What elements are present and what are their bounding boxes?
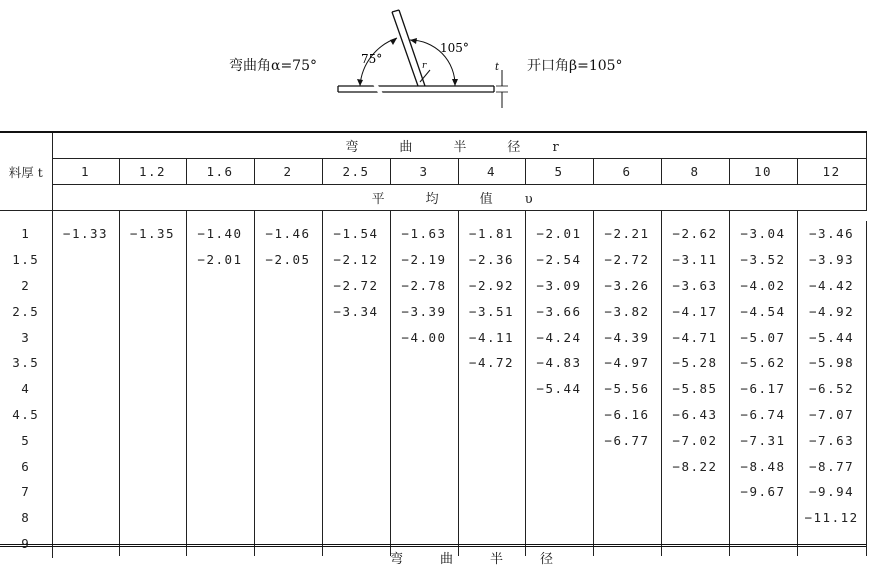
value-cell	[119, 376, 186, 402]
value-cell	[52, 453, 119, 479]
radius-header: 2.5	[322, 159, 390, 185]
thickness-cell: 4.5	[0, 402, 52, 428]
thickness-cell: 4	[0, 376, 52, 402]
value-cell	[322, 324, 390, 350]
value-cell: −4.92	[797, 298, 866, 324]
value-cell	[322, 505, 390, 531]
value-cell	[119, 298, 186, 324]
value-cell	[186, 479, 254, 505]
value-cell	[186, 350, 254, 376]
value-cell	[661, 479, 729, 505]
value-cell: −5.56	[593, 376, 661, 402]
value-cell	[119, 247, 186, 273]
value-cell	[390, 376, 458, 402]
thickness-cell: 2	[0, 273, 52, 299]
value-cell	[52, 402, 119, 428]
value-cell: −7.02	[661, 427, 729, 453]
value-cell	[254, 273, 322, 299]
value-cell: −4.97	[593, 350, 661, 376]
radius-header: 2	[254, 159, 322, 185]
value-cell	[186, 427, 254, 453]
radius-header: 4	[458, 159, 525, 185]
value-cell	[52, 505, 119, 531]
value-cell: −6.16	[593, 402, 661, 428]
value-cell: −2.19	[390, 247, 458, 273]
value-cell: −3.46	[797, 221, 866, 247]
value-cell	[525, 427, 593, 453]
value-cell	[186, 453, 254, 479]
value-cell: −5.98	[797, 350, 866, 376]
value-cell	[254, 376, 322, 402]
value-cell	[52, 324, 119, 350]
value-cell: −3.52	[729, 247, 797, 273]
value-cell: −2.62	[661, 221, 729, 247]
thickness-cell: 3	[0, 324, 52, 350]
thickness-cell: 7	[0, 479, 52, 505]
value-cell	[661, 505, 729, 531]
value-cell	[458, 402, 525, 428]
value-cell: −7.31	[729, 427, 797, 453]
bend-diagram	[0, 0, 869, 130]
value-cell	[458, 376, 525, 402]
value-cell: −2.36	[458, 247, 525, 273]
value-cell: −3.09	[525, 273, 593, 299]
value-cell	[186, 376, 254, 402]
value-cell: −4.02	[729, 273, 797, 299]
thickness-cell: 3.5	[0, 350, 52, 376]
value-cell: −4.00	[390, 324, 458, 350]
value-cell: −2.72	[593, 247, 661, 273]
radius-header: 5	[525, 159, 593, 185]
value-cell	[390, 402, 458, 428]
bend-value-table	[0, 131, 867, 556]
value-cell	[254, 298, 322, 324]
value-cell	[390, 350, 458, 376]
value-cell: −1.63	[390, 221, 458, 247]
value-cell: −6.74	[729, 402, 797, 428]
value-cell: −2.78	[390, 273, 458, 299]
value-cell: −6.43	[661, 402, 729, 428]
value-cell	[186, 402, 254, 428]
value-cell	[119, 273, 186, 299]
radius-header: 10	[729, 159, 797, 185]
value-cell	[254, 427, 322, 453]
thickness-cell: 1.5	[0, 247, 52, 273]
value-cell	[186, 298, 254, 324]
value-cell: −4.17	[661, 298, 729, 324]
value-cell	[52, 427, 119, 453]
value-cell: −1.33	[52, 221, 119, 247]
value-cell: −2.05	[254, 247, 322, 273]
radius-header: 6	[593, 159, 661, 185]
radius-header: 3	[390, 159, 458, 185]
value-cell	[593, 453, 661, 479]
value-cell	[119, 402, 186, 428]
value-cell: −11.12	[797, 505, 866, 531]
value-cell: −7.63	[797, 427, 866, 453]
value-cell: −3.51	[458, 298, 525, 324]
value-cell: −3.63	[661, 273, 729, 299]
value-cell	[119, 453, 186, 479]
radius-header: 1.6	[186, 159, 254, 185]
bottom-divider	[52, 547, 53, 558]
value-cell	[119, 505, 186, 531]
value-cell: −3.39	[390, 298, 458, 324]
value-cell: −5.62	[729, 350, 797, 376]
value-cell	[458, 505, 525, 531]
value-cell: −4.71	[661, 324, 729, 350]
footer-group-header: 弯 曲 半 径	[390, 552, 566, 567]
value-cell: −9.67	[729, 479, 797, 505]
value-cell: −2.01	[186, 247, 254, 273]
value-cell	[458, 427, 525, 453]
radius-header: 12	[797, 159, 866, 185]
value-cell: −5.85	[661, 376, 729, 402]
value-cell: −6.52	[797, 376, 866, 402]
thickness-cell: 2.5	[0, 298, 52, 324]
value-cell	[119, 324, 186, 350]
value-cell	[254, 324, 322, 350]
value-cell	[52, 376, 119, 402]
radius-header: 1	[52, 159, 119, 185]
value-cell: −1.54	[322, 221, 390, 247]
value-cell: −3.04	[729, 221, 797, 247]
radius-text: r	[422, 61, 427, 71]
value-cell	[119, 427, 186, 453]
value-cell	[254, 402, 322, 428]
value-cell: −4.39	[593, 324, 661, 350]
value-cell	[390, 479, 458, 505]
table-row	[0, 479, 866, 505]
value-cell: −3.34	[322, 298, 390, 324]
value-cell	[322, 479, 390, 505]
value-cell	[525, 453, 593, 479]
open-angle-label: 开口角β=105°	[527, 58, 623, 74]
table-row	[0, 427, 866, 453]
value-cell: −4.11	[458, 324, 525, 350]
row-header: 料厚 t	[0, 132, 52, 211]
value-cell: −5.44	[797, 324, 866, 350]
table-row	[0, 376, 866, 402]
value-cell: −8.77	[797, 453, 866, 479]
value-cell	[525, 505, 593, 531]
value-cell	[254, 453, 322, 479]
value-cell	[458, 453, 525, 479]
angle-a-text: 75°	[361, 52, 383, 66]
value-cell	[186, 505, 254, 531]
value-cell	[390, 453, 458, 479]
value-cell	[458, 479, 525, 505]
value-cell: −8.48	[729, 453, 797, 479]
table-row	[0, 298, 866, 324]
value-cell: −3.82	[593, 298, 661, 324]
thickness-cell: 5	[0, 427, 52, 453]
value-cell: −5.28	[661, 350, 729, 376]
radius-header: 8	[661, 159, 729, 185]
value-cell	[322, 402, 390, 428]
table-row	[0, 324, 866, 350]
value-cell: −6.77	[593, 427, 661, 453]
value-cell: −2.21	[593, 221, 661, 247]
value-cell: −2.92	[458, 273, 525, 299]
value-cell	[322, 453, 390, 479]
value-cell	[52, 273, 119, 299]
table-row	[0, 402, 866, 428]
table-row	[0, 247, 866, 273]
value-cell: −5.07	[729, 324, 797, 350]
table-row	[0, 505, 866, 531]
thickness-cell: 9	[0, 531, 52, 557]
value-cell	[254, 505, 322, 531]
value-cell	[322, 376, 390, 402]
group-header: 弯 曲 半 径 r	[52, 132, 866, 159]
value-cell: −1.40	[186, 221, 254, 247]
value-cell	[254, 350, 322, 376]
value-cell: −4.83	[525, 350, 593, 376]
value-cell	[593, 505, 661, 531]
value-cell	[119, 350, 186, 376]
value-cell	[390, 505, 458, 531]
angle-b-text: 105°	[440, 41, 469, 55]
value-cell: −8.22	[661, 453, 729, 479]
value-cell: −4.42	[797, 273, 866, 299]
value-cell	[186, 324, 254, 350]
value-cell: −1.35	[119, 221, 186, 247]
radius-header: 1.2	[119, 159, 186, 185]
value-cell: −9.94	[797, 479, 866, 505]
value-cell	[593, 479, 661, 505]
value-cell: −4.54	[729, 298, 797, 324]
thickness-text: t	[495, 62, 500, 73]
value-cell: −6.17	[729, 376, 797, 402]
thickness-cell: 1	[0, 221, 52, 247]
value-cell	[729, 505, 797, 531]
value-cell: −2.12	[322, 247, 390, 273]
value-cell: −2.01	[525, 221, 593, 247]
value-cell	[254, 479, 322, 505]
value-header: 平 均 值 υ	[52, 185, 866, 211]
thickness-cell: 8	[0, 505, 52, 531]
bend-angle-label: 弯曲角α=75°	[229, 58, 317, 74]
value-cell	[119, 479, 186, 505]
value-cell	[186, 273, 254, 299]
value-cell	[525, 402, 593, 428]
value-cell	[322, 427, 390, 453]
table-row	[0, 221, 866, 247]
value-cell	[322, 350, 390, 376]
value-cell: −4.24	[525, 324, 593, 350]
value-cell	[525, 479, 593, 505]
value-cell: −2.72	[322, 273, 390, 299]
value-cell: −7.07	[797, 402, 866, 428]
value-cell	[52, 350, 119, 376]
value-cell: −1.46	[254, 221, 322, 247]
value-cell: −2.54	[525, 247, 593, 273]
value-cell	[52, 247, 119, 273]
value-cell: −3.26	[593, 273, 661, 299]
value-cell: −3.11	[661, 247, 729, 273]
value-cell	[390, 427, 458, 453]
bend-diagram-header	[0, 0, 869, 130]
thickness-cell: 6	[0, 453, 52, 479]
table-row	[0, 453, 866, 479]
table-row	[0, 273, 866, 299]
value-cell: −5.44	[525, 376, 593, 402]
value-cell	[52, 479, 119, 505]
value-cell: −4.72	[458, 350, 525, 376]
value-cell: −3.66	[525, 298, 593, 324]
value-cell: −3.93	[797, 247, 866, 273]
value-cell	[52, 298, 119, 324]
value-cell: −1.81	[458, 221, 525, 247]
table-row	[0, 350, 866, 376]
